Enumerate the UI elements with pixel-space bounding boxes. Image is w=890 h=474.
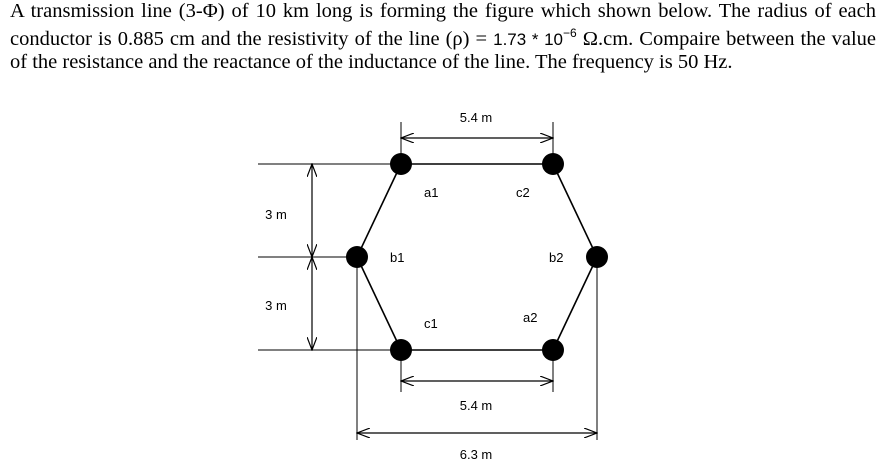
conductor-b2 <box>586 246 608 268</box>
conductors <box>346 153 608 361</box>
conductor-c1 <box>390 339 412 361</box>
conductor-a2 <box>542 339 564 361</box>
conductor-b1 <box>346 246 368 268</box>
dim-label-bottom-inner: 5.4 m <box>459 398 493 413</box>
dim-label-top: 5.4 m <box>459 110 493 125</box>
dim-label-left-lower: 3 m <box>265 298 287 313</box>
problem-text-part2: Compaire between the value of the resistance and the reactance of the inductance of the line. The frequency is 50 Hz. <box>10 27 877 73</box>
rho-exponent: −6 <box>563 26 577 40</box>
problem-text-part1: A transmission line (3-Φ) of 10 km long is forming the figure which shown below. The radius of each conductor is 0.885 cm and the resistivity of the line (ρ) = <box>10 0 876 50</box>
dim-label-left-upper: 3 m <box>265 207 287 222</box>
label-c2: c2 <box>516 185 530 200</box>
label-b1: b1 <box>390 250 405 265</box>
rho-unit: Ω.cm. <box>582 27 634 50</box>
rho-mantissa: 1.73 * 10 <box>493 29 563 49</box>
label-a1: a1 <box>424 185 439 200</box>
conductor-a1 <box>390 153 412 175</box>
conductor-c2 <box>542 153 564 175</box>
dim-label-bottom-outer: 6.3 m <box>459 447 493 462</box>
label-b2: b2 <box>549 250 564 265</box>
label-c1: c1 <box>424 316 438 331</box>
label-a2: a2 <box>523 310 538 325</box>
